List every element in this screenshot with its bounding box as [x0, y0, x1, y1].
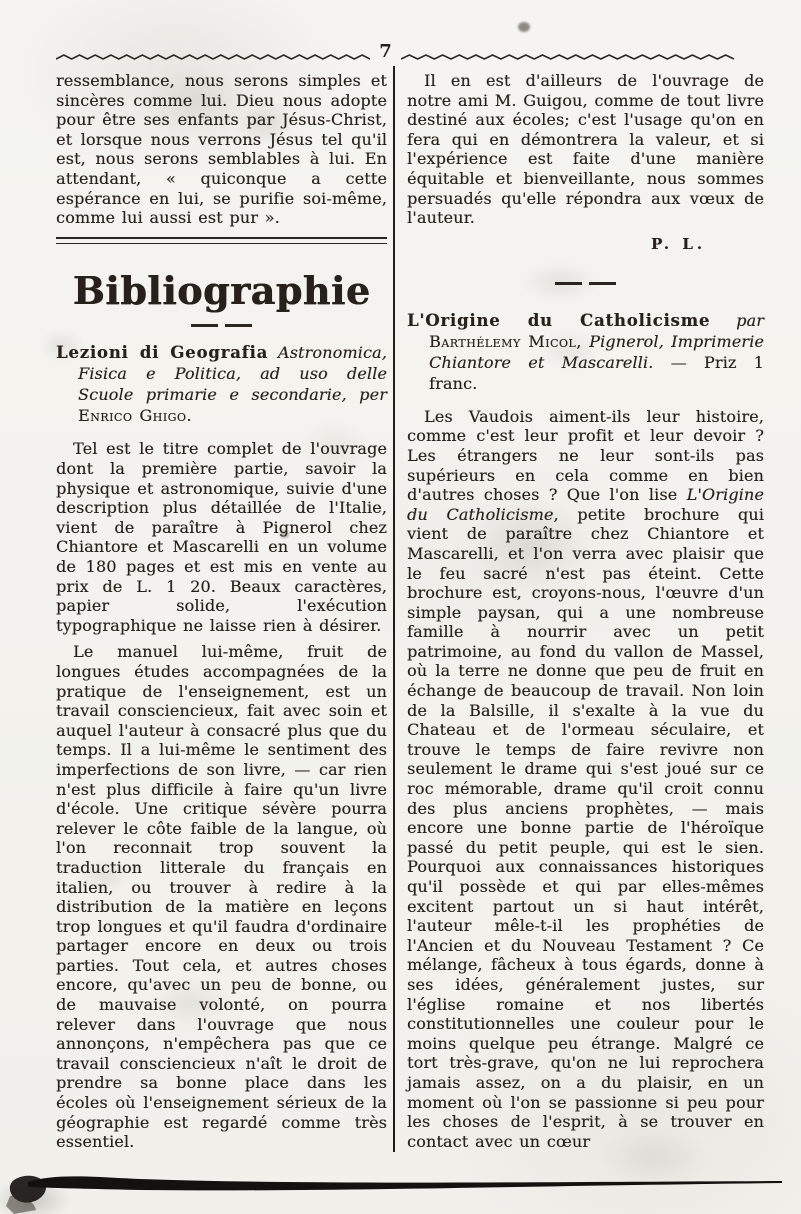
review-cited-title: L'Origine du Catholicisme [407, 485, 764, 524]
opening-paragraph: Il en est d'ailleurs de l'ouvrage de notre ami M. Guigou, comme de tout livre destiné aux écoles; c'est l'usage qu'on en fera qui en démontrera la valeur, et si l'expérience est faite d'une manière équitable et bienveillante, nous sommes persuadés qu'elle répondra aux vœux de l'auteur. [407, 71, 764, 228]
rule-dash [555, 282, 582, 285]
entry-publisher: Pignerol, Imprimerie Chiantore et Mascarelli. — [429, 331, 764, 372]
wavy-rule-right [401, 53, 734, 61]
continuation-paragraph: ressemblance, nous serons simples et sincères comme lui. Dieu nous adopte pour être ses enfants par Jésus-Christ, et lorsque nous verrons Jésus tel qu'il est, nous serons semblables à lui. En attendant, « quiconque a cette espérance en lui, se purifie soi-même, comme lui aussi est pur ». [56, 71, 387, 228]
entry-author: Enrico Ghigo. [78, 406, 192, 426]
scan-ink-edge [0, 1166, 801, 1214]
page-number: 7 [379, 41, 393, 62]
double-rule [56, 237, 387, 244]
left-column [56, 71, 387, 1152]
review-text: , petite brochure qui vient de paraître chez Chiantore et Mascarelli, et l'on verra avec plaisir que le feu sacré n'est pas éteint. Cette brochure est, croyons-nous, l'œuvre d'un simple paysan, qui a une nombreuse famille à nourrir avec un petit patrimoine, au fond du vallon de Massel, où la terre ne donne que peu de fruit en échange de beaucoup de travail. Non loin de la Balsille, il s'exalte à la vue du Chateau et de l'ormeau séculaire, et trouve le temps de faire revivre non seulement le drame qui s'est joué sur ce roc mémorable, drame qu'il croit connu des plus anciens prophètes, — mais encore une bonne partie de l'héroïque passé du petit peuple, qui est le sien. Pourquoi aux connaissances historiques qu'il possède et qui par elles-mêmes excitent partout un si haut intérêt, l'auteur mêle-t-il les prophéties de l'Ancien et du Nouveau Testament ? Ce mélange, fâcheux à tous égards, donne à ses idées, généralement justes, sur l'église romaine et nos libertés constitutionnelles une couleur pour le moins quelque peu étrange. Malgré ce tort très-grave, qu'on ne lui reprochera jamais assez, on a du plaisir, en un moment où l'on se passionne si peu pour les choses de l'esprit, à se trouver en contact avec un cœur [407, 504, 764, 1151]
review-text: Les Vaudois aiment-ils leur histoire, comme c'est leur profit et leur devoir ? Les étrangers ne leur sont-ils pas supérieurs en cela comme en bien d'autres choses ? Que l'on lise [407, 406, 764, 505]
section-heading: Bibliographie [72, 267, 371, 313]
rule-dash [225, 324, 252, 327]
review-paragraph [407, 407, 764, 1152]
entry-subtitle: Astronomica, Fisica e Politica, ad uso delle Scuole primarie e secondarie, per [78, 343, 387, 405]
heading-rule [56, 324, 387, 327]
review-paragraph: Le manuel lui-même, fruit de longues études accompagnées de la pratique de l'enseignement, est un travail consciencieux, fait avec soin et auquel l'auteur à consacré plus que du temps. Il a lui-même le sentiment des imperfections de son livre, — car rien n'est plus difficile à faire qu'un livre d'école. Une critique sévère pourra relever le côte faible de la langue, où l'on reconnait trop souvent la traduction litterale du français en italien, ou trouver à redire à la distribution de la matière en leçons trop longues et qu'il faudra d'ordinaire partager encore en deux ou trois parties. Tout cela, et autres choses encore, qu'avec un peu de bonne, ou de mauvaise volonté, on pourra relever dans l'ouvrage que nous annonçons, n'empêchera pas que ce travail consciencieux n'aît le droit de prendre sa bonne place dans les écoles où l'enseignement sérieux de la géographie est regardé comme très essentiel. [56, 642, 387, 1152]
book-entry [56, 342, 387, 426]
wavy-rule-left [56, 53, 370, 61]
rule-dash [589, 282, 616, 285]
entry-price: Priz 1 franc. [429, 352, 764, 393]
signature: P. L. [650, 234, 706, 253]
section-divider-rule [407, 282, 764, 285]
entry-title: Lezioni di Geografia [56, 343, 269, 363]
ink-speck [518, 22, 530, 32]
review-paragraph: Tel est le titre complet de l'ouvrage dont la première partie, savoir la physique et astronomique, suivie d'une description plus détaillée de l'Italie, vient de paraître à Pignerol chez Chiantore et Mascarelli en un volume de 180 pages et est mis en vente au prix de L. 1 20. Beaux caractères, papier solide, l'exécution typographique ne laisse rien à désirer. [56, 439, 387, 635]
rule-dash [191, 324, 218, 327]
entry-par: par [710, 310, 765, 330]
entry-author: Barthélemy Micol, [429, 331, 582, 351]
column-divider [393, 66, 395, 1152]
book-entry [407, 310, 764, 394]
right-column [407, 71, 764, 1151]
entry-title: L'Origine du Catholicisme [407, 310, 711, 330]
